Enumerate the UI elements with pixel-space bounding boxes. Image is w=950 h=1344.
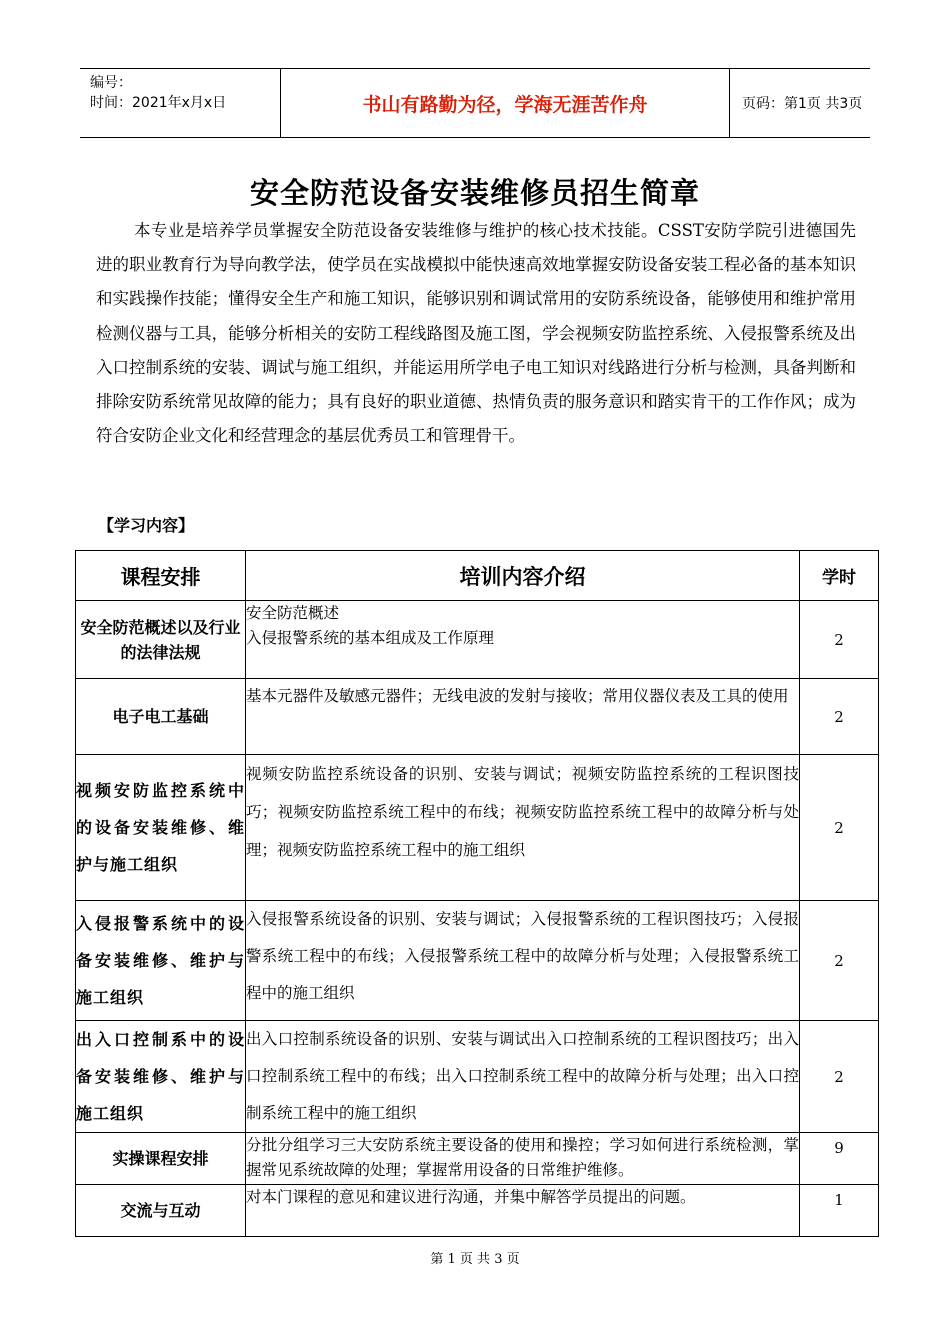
row-hours: 2 [800, 755, 879, 901]
course-table [75, 550, 879, 1237]
document-number-label: 编号： [90, 75, 132, 91]
row-arrangement: 交流与互动 [76, 1185, 246, 1237]
header-page-number: 页码：第1页 共3页 [742, 96, 863, 112]
row-content: 分批分组学习三大安防系统主要设备的使用和操控；学习如何进行系统检测，掌握常见系统故障的处理；掌握常用设备的日常维护维修。 [246, 1133, 800, 1185]
document-date-label: 时间：2021年x月x日 [90, 95, 227, 111]
row-content: 出入口控制系统设备的识别、安装与调试出入口控制系统的工程识图技巧；出入口控制系统工程中的布线；出入口控制系统工程中的故障分析与处理；出入口控制系统工程中的施工组织 [246, 1021, 800, 1133]
table-row [76, 601, 879, 679]
row-arrangement: 入侵报警系统中的设备安装维修、维护与施工组织 [76, 901, 246, 1021]
header-motto: 书山有路勤为径，学海无涯苦作舟 [280, 69, 730, 137]
row-hours: 2 [800, 601, 879, 679]
row-arrangement: 出入口控制系中的设备安装维修、维护与施工组织 [76, 1021, 246, 1133]
document-title: 安全防范设备安装维修员招生简章 [249, 176, 700, 210]
page-footer: 第 1 页 共 3 页 [430, 1252, 520, 1267]
row-content: 入侵报警系统设备的识别、安装与调试；入侵报警系统的工程识图技巧；入侵报警系统工程中的布线；入侵报警系统工程中的故障分析与处理；入侵报警系统工程中的施工组织 [246, 901, 800, 1021]
row-arrangement: 电子电工基础 [76, 679, 246, 755]
row-arrangement: 实操课程安排 [76, 1133, 246, 1185]
row-content: 视频安防监控系统设备的识别、安装与调试；视频安防监控系统的工程识图技巧；视频安防监控系统工程中的布线；视频安防监控系统工程中的故障分析与处理；视频安防监控系统工程中的施工组织 [246, 755, 800, 901]
row-hours: 2 [800, 1021, 879, 1133]
intro-paragraph: 本专业是培养学员掌握安全防范设备安装维修与维护的核心技术技能。CSST安防学院引进德国先进的职业教育行为导向教学法，使学员在实战模拟中能快速高效地掌握安防设备安装工程必备的基本知识和实践操作技能；懂得安全生产和施工知识，能够识别和调试常用的安防系统设备，能够使用和维护常用检测仪器与工具，能够分析相关的安防工程线路图及施工图，学会视频安防监控系统、入侵报警系统及出入口控制系统的安装、调试与施工组织，并能运用所学电子电工知识对线路进行分析与检测，具备判断和排除安防系统常见故障的能力；具有良好的职业道德、热情负责的服务意识和踏实肯干的工作作风；成为符合安防企业文化和经营理念的基层优秀员工和管理骨干。 [96, 221, 856, 446]
header-meta [80, 69, 280, 137]
section-heading: 【学习内容】 [98, 516, 195, 535]
column-header-hours: 学时 [800, 551, 879, 601]
column-header-arrangement: 课程安排 [76, 551, 246, 601]
column-header-content: 培训内容介绍 [246, 551, 800, 601]
table-row [76, 1185, 879, 1237]
row-hours: 2 [800, 901, 879, 1021]
row-content-line: 入侵报警系统的基本组成及工作原理 [246, 629, 495, 647]
row-hours: 2 [800, 679, 879, 755]
row-content-line: 安全防范概述 [246, 604, 340, 622]
table-row [76, 1133, 879, 1185]
row-content: 基本元器件及敏感元器件；无线电波的发射与接收；常用仪器仪表及工具的使用 [246, 679, 800, 755]
table-row [76, 679, 879, 755]
row-hours: 9 [800, 1133, 879, 1185]
table-row [76, 1021, 879, 1133]
table-header-row [76, 551, 879, 601]
page-header [80, 68, 870, 138]
row-content: 对本门课程的意见和建议进行沟通，并集中解答学员提出的问题。 [246, 1185, 800, 1237]
row-content [246, 601, 800, 679]
table-row [76, 755, 879, 901]
row-arrangement: 视频安防监控系统中的设备安装维修、维护与施工组织 [76, 755, 246, 901]
row-hours: 1 [800, 1185, 879, 1237]
table-row [76, 901, 879, 1021]
row-arrangement: 安全防范概述以及行业的法律法规 [76, 601, 246, 679]
